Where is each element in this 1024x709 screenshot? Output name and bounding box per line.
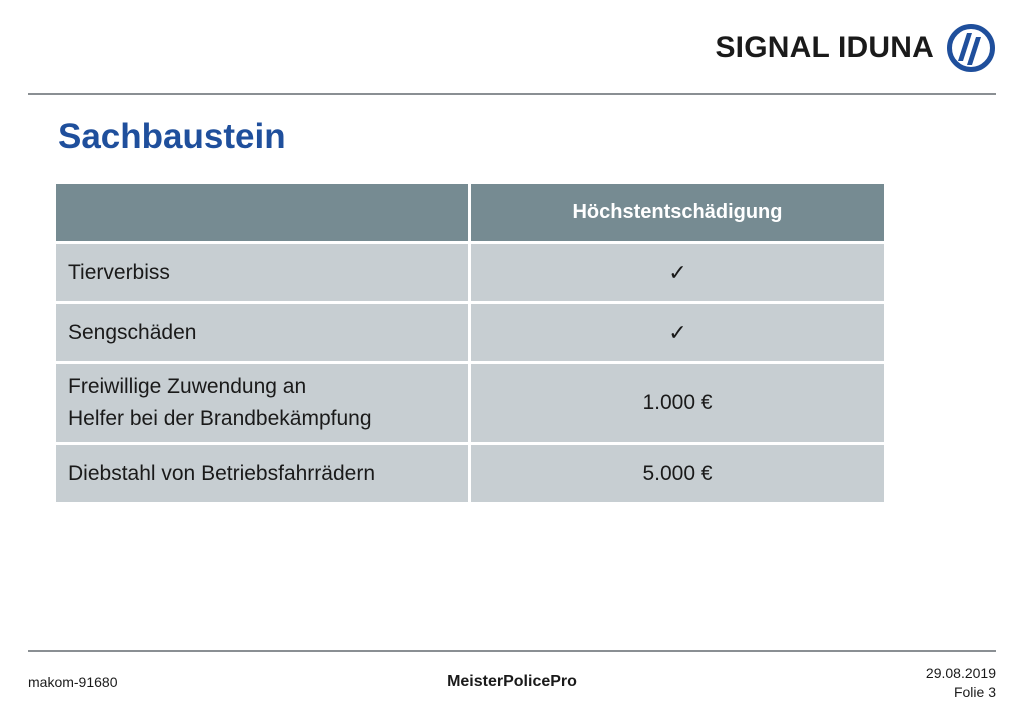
column-header-empty [56,184,468,241]
row-label: Diebstahl von Betriebsfahrrädern [56,445,468,502]
row-value: 1.000 € [471,364,884,442]
table-row [56,445,884,502]
footer-page-number: Folie 3 [953,684,996,700]
brand-header [715,22,996,74]
row-label-line: Helfer bei der Brandbekämpfung [68,407,372,430]
footer-date: 29.08.2019 [925,665,996,681]
footer-product-name: MeisterPolicePro [447,673,577,690]
coverage-table [53,181,887,505]
signal-iduna-logo-icon [946,23,996,73]
brand-name: SIGNAL IDUNA [715,31,934,64]
page-title: Sachbaustein [58,117,286,156]
footer-meta [926,664,996,702]
column-header-hoechstentschaedigung: Höchstentschädigung [471,184,884,241]
check-icon: ✓ [471,304,884,361]
row-label: Tierverbiss [56,244,468,301]
row-label: Sengschäden [56,304,468,361]
row-value: 5.000 € [471,445,884,502]
check-icon: ✓ [471,244,884,301]
footer-document-id: makom-91680 [28,674,118,690]
table-header-row [56,184,884,241]
top-divider [28,93,996,95]
table-row [56,364,884,442]
table-row [56,304,884,361]
row-label [56,364,468,442]
bottom-divider [28,650,996,652]
row-label-line: Freiwillige Zuwendung an [68,375,307,398]
table-row [56,244,884,301]
